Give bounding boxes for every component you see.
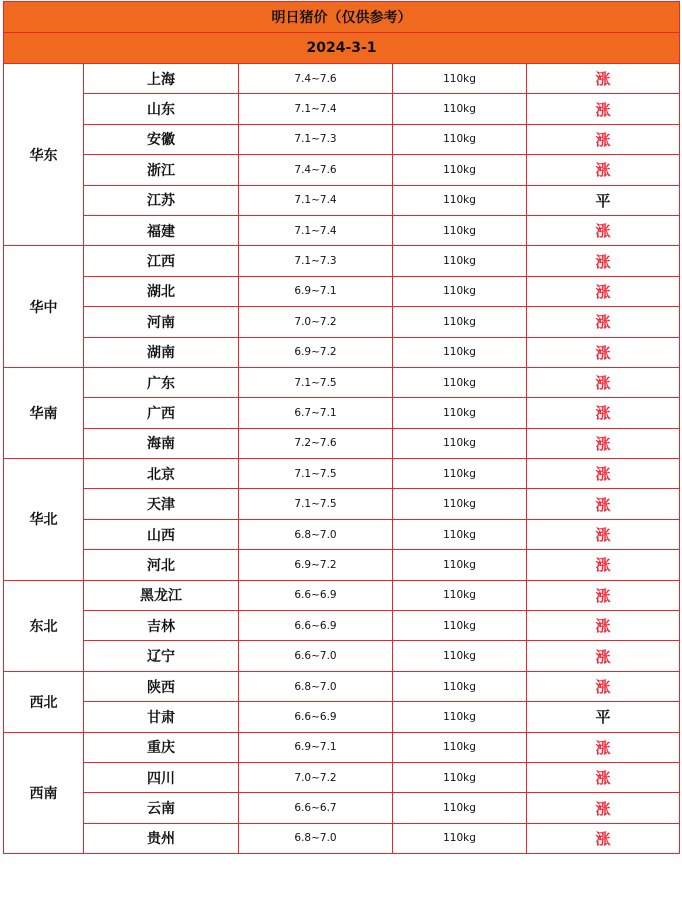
table-row <box>4 641 680 671</box>
table-row <box>4 428 680 458</box>
table-row <box>4 732 680 762</box>
weight-cell: 110kg <box>393 185 527 215</box>
trend-cell: 涨 <box>527 550 680 580</box>
trend-cell: 涨 <box>527 64 680 94</box>
province-cell: 广东 <box>84 367 239 397</box>
province-cell: 吉林 <box>84 611 239 641</box>
weight-cell: 110kg <box>393 246 527 276</box>
weight-cell: 110kg <box>393 762 527 792</box>
price-cell: 6.6~6.9 <box>239 580 393 610</box>
table-row <box>4 94 680 124</box>
price-cell: 7.1~7.4 <box>239 94 393 124</box>
weight-cell: 110kg <box>393 307 527 337</box>
province-cell: 河南 <box>84 307 239 337</box>
region-cell: 华中 <box>4 246 84 368</box>
price-cell: 6.7~7.1 <box>239 398 393 428</box>
table-row <box>4 215 680 245</box>
price-cell: 7.1~7.5 <box>239 489 393 519</box>
weight-cell: 110kg <box>393 155 527 185</box>
price-cell: 6.6~7.0 <box>239 641 393 671</box>
table-row <box>4 276 680 306</box>
price-cell: 7.1~7.5 <box>239 459 393 489</box>
price-cell: 7.1~7.5 <box>239 367 393 397</box>
price-cell: 7.2~7.6 <box>239 428 393 458</box>
table-row <box>4 611 680 641</box>
price-cell: 6.6~6.7 <box>239 793 393 823</box>
weight-cell: 110kg <box>393 641 527 671</box>
weight-cell: 110kg <box>393 94 527 124</box>
price-cell: 6.9~7.2 <box>239 337 393 367</box>
region-cell: 华东 <box>4 64 84 246</box>
table-row <box>4 489 680 519</box>
price-table-body <box>4 2 680 854</box>
table-row <box>4 580 680 610</box>
province-cell: 甘肃 <box>84 702 239 732</box>
price-cell: 7.4~7.6 <box>239 155 393 185</box>
price-cell: 6.8~7.0 <box>239 671 393 701</box>
trend-cell: 平 <box>527 185 680 215</box>
table-row <box>4 185 680 215</box>
province-cell: 江苏 <box>84 185 239 215</box>
trend-cell: 涨 <box>527 671 680 701</box>
table-row <box>4 762 680 792</box>
table-row <box>4 64 680 94</box>
pig-price-table <box>3 1 680 854</box>
price-cell: 7.1~7.4 <box>239 185 393 215</box>
trend-cell: 涨 <box>527 428 680 458</box>
price-cell: 6.9~7.1 <box>239 276 393 306</box>
weight-cell: 110kg <box>393 367 527 397</box>
trend-cell: 涨 <box>527 155 680 185</box>
province-cell: 山东 <box>84 94 239 124</box>
province-cell: 贵州 <box>84 823 239 853</box>
province-cell: 江西 <box>84 246 239 276</box>
price-cell: 6.6~6.9 <box>239 611 393 641</box>
trend-cell: 涨 <box>527 732 680 762</box>
weight-cell: 110kg <box>393 580 527 610</box>
price-cell: 6.9~7.1 <box>239 732 393 762</box>
title-row <box>4 2 680 33</box>
region-cell: 西南 <box>4 732 84 854</box>
weight-cell: 110kg <box>393 732 527 762</box>
price-cell: 6.9~7.2 <box>239 550 393 580</box>
table-row <box>4 367 680 397</box>
province-cell: 重庆 <box>84 732 239 762</box>
table-row <box>4 519 680 549</box>
table-row <box>4 155 680 185</box>
weight-cell: 110kg <box>393 489 527 519</box>
table-row <box>4 459 680 489</box>
table-row <box>4 823 680 853</box>
province-cell: 云南 <box>84 793 239 823</box>
trend-cell: 平 <box>527 702 680 732</box>
province-cell: 安徽 <box>84 124 239 154</box>
trend-cell: 涨 <box>527 124 680 154</box>
price-cell: 6.6~6.9 <box>239 702 393 732</box>
table-title: 明日猪价（仅供参考） <box>4 2 680 33</box>
trend-cell: 涨 <box>527 641 680 671</box>
province-cell: 上海 <box>84 64 239 94</box>
weight-cell: 110kg <box>393 64 527 94</box>
weight-cell: 110kg <box>393 519 527 549</box>
province-cell: 浙江 <box>84 155 239 185</box>
region-cell: 东北 <box>4 580 84 671</box>
region-cell: 华北 <box>4 459 84 581</box>
price-cell: 6.8~7.0 <box>239 519 393 549</box>
table-row <box>4 550 680 580</box>
province-cell: 河北 <box>84 550 239 580</box>
trend-cell: 涨 <box>527 519 680 549</box>
trend-cell: 涨 <box>527 246 680 276</box>
table-row <box>4 398 680 428</box>
trend-cell: 涨 <box>527 611 680 641</box>
weight-cell: 110kg <box>393 671 527 701</box>
weight-cell: 110kg <box>393 276 527 306</box>
price-cell: 7.4~7.6 <box>239 64 393 94</box>
trend-cell: 涨 <box>527 823 680 853</box>
province-cell: 福建 <box>84 215 239 245</box>
weight-cell: 110kg <box>393 793 527 823</box>
weight-cell: 110kg <box>393 215 527 245</box>
region-cell: 西北 <box>4 671 84 732</box>
table-row <box>4 124 680 154</box>
province-cell: 北京 <box>84 459 239 489</box>
weight-cell: 110kg <box>393 550 527 580</box>
trend-cell: 涨 <box>527 459 680 489</box>
trend-cell: 涨 <box>527 762 680 792</box>
province-cell: 黑龙江 <box>84 580 239 610</box>
province-cell: 广西 <box>84 398 239 428</box>
price-cell: 6.8~7.0 <box>239 823 393 853</box>
province-cell: 山西 <box>84 519 239 549</box>
province-cell: 海南 <box>84 428 239 458</box>
province-cell: 辽宁 <box>84 641 239 671</box>
weight-cell: 110kg <box>393 428 527 458</box>
province-cell: 湖南 <box>84 337 239 367</box>
weight-cell: 110kg <box>393 337 527 367</box>
price-cell: 7.1~7.4 <box>239 215 393 245</box>
weight-cell: 110kg <box>393 124 527 154</box>
weight-cell: 110kg <box>393 702 527 732</box>
price-cell: 7.0~7.2 <box>239 762 393 792</box>
trend-cell: 涨 <box>527 276 680 306</box>
table-date: 2024-3-1 <box>4 33 680 64</box>
trend-cell: 涨 <box>527 94 680 124</box>
province-cell: 四川 <box>84 762 239 792</box>
weight-cell: 110kg <box>393 611 527 641</box>
trend-cell: 涨 <box>527 307 680 337</box>
table-row <box>4 671 680 701</box>
trend-cell: 涨 <box>527 398 680 428</box>
trend-cell: 涨 <box>527 489 680 519</box>
weight-cell: 110kg <box>393 823 527 853</box>
price-cell: 7.1~7.3 <box>239 246 393 276</box>
table-row <box>4 307 680 337</box>
date-row <box>4 33 680 64</box>
table-row <box>4 702 680 732</box>
price-cell: 7.1~7.3 <box>239 124 393 154</box>
trend-cell: 涨 <box>527 580 680 610</box>
price-cell: 7.0~7.2 <box>239 307 393 337</box>
table-row <box>4 793 680 823</box>
province-cell: 陕西 <box>84 671 239 701</box>
trend-cell: 涨 <box>527 215 680 245</box>
trend-cell: 涨 <box>527 337 680 367</box>
trend-cell: 涨 <box>527 793 680 823</box>
weight-cell: 110kg <box>393 398 527 428</box>
table-row <box>4 337 680 367</box>
province-cell: 湖北 <box>84 276 239 306</box>
weight-cell: 110kg <box>393 459 527 489</box>
table-row <box>4 246 680 276</box>
trend-cell: 涨 <box>527 367 680 397</box>
province-cell: 天津 <box>84 489 239 519</box>
region-cell: 华南 <box>4 367 84 458</box>
